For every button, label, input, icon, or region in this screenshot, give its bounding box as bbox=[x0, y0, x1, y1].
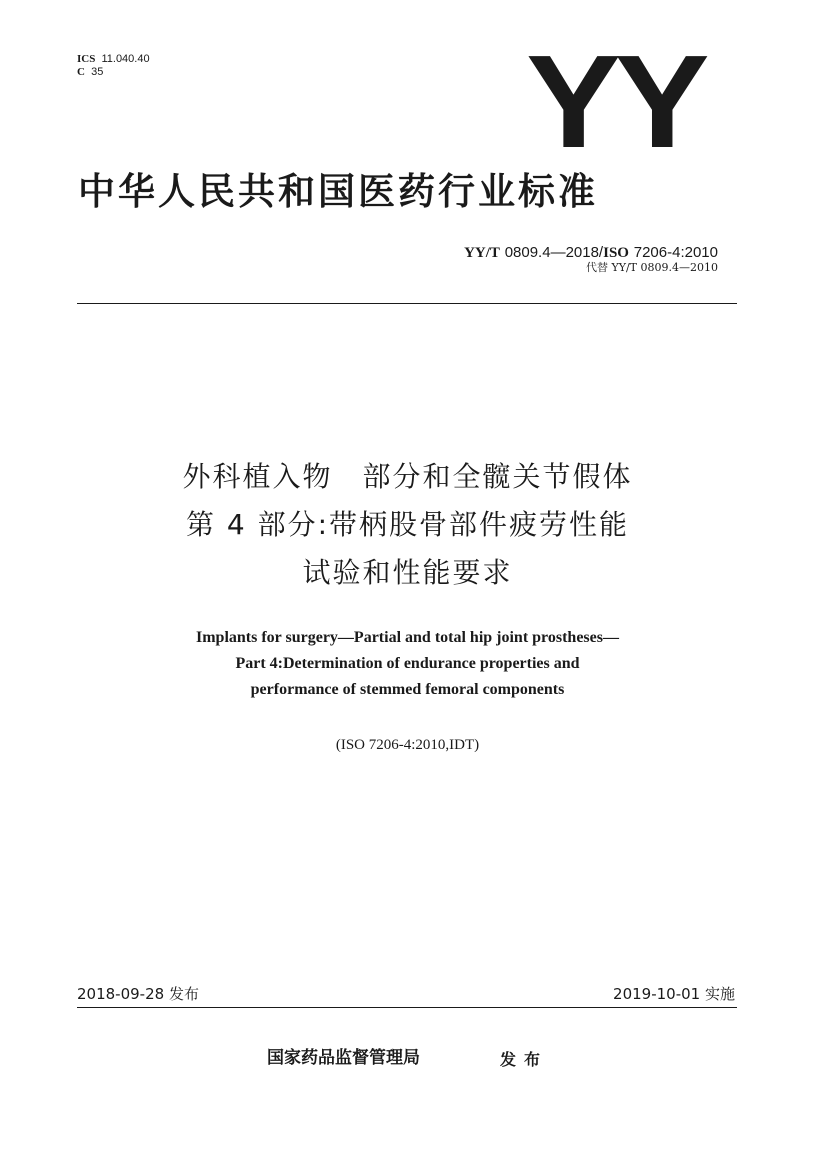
title-cn-line-2: 第 4 部分:带柄股骨部件疲劳性能 bbox=[185, 508, 630, 541]
iso-equivalence: (ISO 7206-4:2010,IDT) bbox=[335, 737, 480, 753]
replaces-note: 代替 YY/T 0809.4—2010 bbox=[585, 261, 718, 274]
standard-number-body: 0809.4—2018/ bbox=[504, 244, 604, 261]
title-en-line-2: Part 4:Determination of endurance properties and bbox=[235, 655, 580, 672]
standard-organization-title: 中华人民共和国医药行业标准 bbox=[78, 170, 598, 213]
classification-codes bbox=[77, 53, 150, 79]
iso-number: 7206-4:2010 bbox=[633, 244, 718, 261]
ccs-code: C 35 bbox=[77, 66, 104, 78]
title-en-line-3: performance of stemmed femoral components bbox=[250, 681, 565, 698]
footer-divider bbox=[77, 1007, 737, 1008]
ics-code: ICS 11.040.40 bbox=[77, 53, 150, 65]
standard-prefix: YY/T bbox=[464, 245, 500, 261]
header-divider bbox=[77, 303, 737, 304]
standard-number bbox=[464, 243, 718, 262]
implementation-date: 2019-10-01 实施 bbox=[613, 985, 735, 1003]
yy-logo: YY bbox=[526, 28, 704, 175]
issue-verb: 发布 bbox=[500, 1050, 549, 1069]
issuing-authority: 国家药品监督管理局 bbox=[267, 1048, 420, 1068]
title-cn-line-3: 试验和性能要求 bbox=[302, 556, 513, 589]
title-cn-line-1: 外科植入物 部分和全髋关节假体 bbox=[182, 460, 633, 493]
title-en-line-1: Implants for surgery—Partial and total hip joint prostheses— bbox=[196, 629, 619, 646]
iso-prefix: ISO bbox=[603, 245, 629, 261]
publish-date: 2018-09-28 发布 bbox=[77, 985, 199, 1003]
